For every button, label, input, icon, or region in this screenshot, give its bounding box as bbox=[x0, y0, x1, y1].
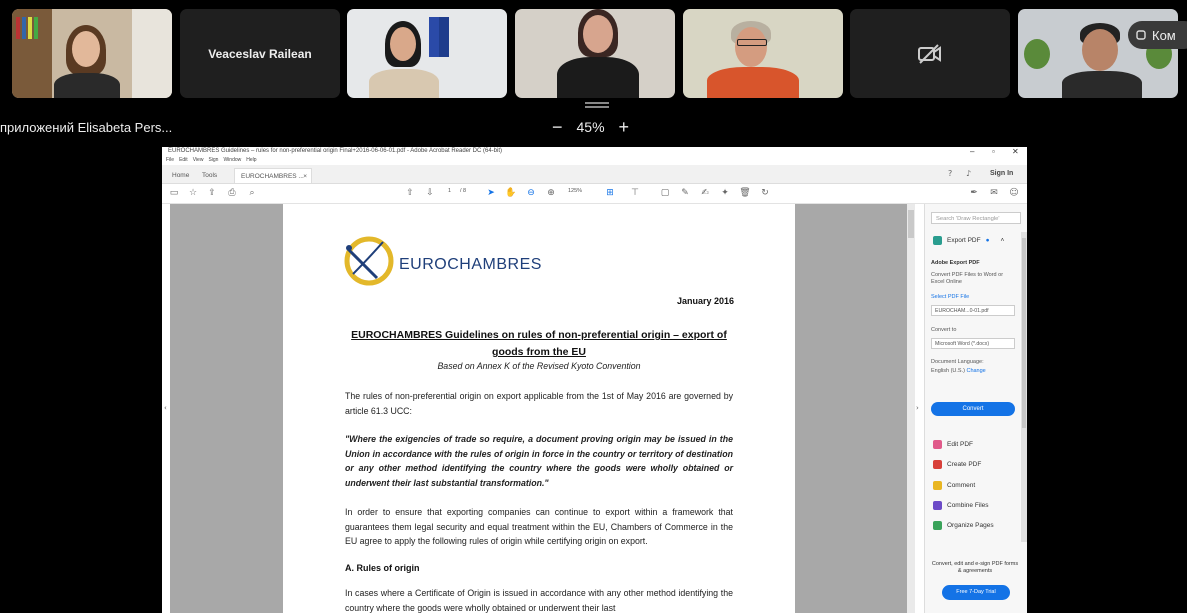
menu-bar bbox=[162, 156, 257, 164]
adobe-export-title: Adobe Export PDF bbox=[931, 260, 980, 266]
participant-name: Veaceslav Railean bbox=[208, 46, 312, 61]
tab-document-label: EUROCHAMBRES ... bbox=[241, 173, 304, 180]
document-date: January 2016 bbox=[676, 296, 734, 306]
export-pdf-icon bbox=[933, 236, 942, 245]
share-icon[interactable]: ☺ bbox=[1009, 188, 1019, 198]
overflow-label: Ком bbox=[1152, 27, 1176, 43]
participant-tile-4[interactable] bbox=[515, 9, 675, 98]
tool-label: Organize Pages bbox=[947, 522, 994, 529]
export-pdf-label: Export PDF bbox=[947, 237, 981, 244]
sign-in-button[interactable]: Sign In bbox=[990, 170, 1014, 177]
selected-file-field[interactable]: EUROCHAM...0-01.pdf bbox=[931, 305, 1015, 316]
select-file-link[interactable]: Select PDF File bbox=[931, 294, 970, 300]
section-heading: A. Rules of origin bbox=[345, 563, 420, 573]
tab-document[interactable] bbox=[234, 168, 312, 183]
bell-icon[interactable]: ♪ bbox=[966, 169, 972, 178]
doc-language-value bbox=[931, 368, 986, 374]
overflow-icon bbox=[1136, 30, 1146, 40]
scroll-mode-icon[interactable]: ⊤ bbox=[631, 188, 639, 198]
pdf-page bbox=[283, 204, 795, 613]
menu-edit[interactable]: Edit bbox=[179, 157, 188, 163]
delete-icon[interactable]: 🗑 bbox=[739, 188, 751, 198]
convert-target-select[interactable]: Microsoft Word (*.docx) bbox=[931, 338, 1015, 349]
tools-pane-scroll-thumb[interactable] bbox=[1022, 238, 1026, 428]
participant-tile-1[interactable] bbox=[12, 9, 172, 98]
resize-handle-2[interactable] bbox=[585, 106, 609, 108]
tool-label: Create PDF bbox=[947, 461, 982, 468]
close-window-button[interactable]: ✕ bbox=[1012, 147, 1019, 156]
paragraph-intro: The rules of non-preferential origin on export applicable from the 1st of May 2016 are governed by article 61.3 UCC: bbox=[345, 391, 733, 416]
menu-view[interactable]: View bbox=[192, 157, 204, 163]
promo-text: Convert, edit and e-sign PDF forms & agreements bbox=[931, 561, 1019, 574]
participant-tile-2[interactable] bbox=[180, 9, 340, 98]
mail-icon[interactable]: ✉ bbox=[990, 188, 998, 198]
edit-pdf-icon bbox=[933, 440, 942, 449]
paragraph-framework: In order to ensure that exporting companies can continue to export within a framework that guarantees them legal security and equal treatment within the EU, Chambers of Commerce in the EU agree to apply the following rules of origin while certifying origin on export. bbox=[345, 507, 733, 546]
fit-page-icon[interactable]: ⊞ bbox=[606, 188, 614, 198]
right-panel-toggle-icon[interactable]: › bbox=[916, 404, 919, 412]
print-icon[interactable]: ⎙ bbox=[228, 188, 236, 198]
menu-window[interactable]: Window bbox=[223, 157, 242, 163]
left-panel-toggle-icon[interactable]: ‹ bbox=[164, 404, 167, 412]
zoom-level-select[interactable]: 125% bbox=[568, 188, 583, 194]
resize-handle[interactable] bbox=[585, 102, 609, 104]
eurochambres-logo-icon bbox=[343, 234, 399, 288]
participant-tile-3[interactable] bbox=[347, 9, 507, 98]
tool-label: Edit PDF bbox=[947, 441, 974, 448]
info-icon: ● bbox=[985, 237, 990, 244]
paragraph-quote: "Where the exigencies of trade so require, a document proving origin may be issued in the Union in accordance with the rules of origin in force in the country or territory of destination or any other method identifying the country where the goods were wholly obtained or underwent their last substantial transformation." bbox=[345, 434, 733, 488]
change-language-link[interactable]: Change bbox=[966, 368, 986, 374]
tool-create-pdf[interactable] bbox=[933, 460, 981, 469]
menu-file[interactable]: File bbox=[166, 157, 175, 163]
zoom-out-icon[interactable]: ⊖ bbox=[527, 188, 535, 198]
participant-tile-6[interactable] bbox=[850, 9, 1010, 98]
tool-combine-files[interactable] bbox=[933, 501, 989, 510]
chevron-up-icon[interactable]: ˄ bbox=[1000, 237, 1005, 244]
tools-pane bbox=[924, 204, 1027, 613]
export-pdf-header[interactable] bbox=[933, 236, 1004, 245]
zoom-out-button[interactable]: − bbox=[552, 117, 563, 137]
camera-off-icon bbox=[917, 43, 943, 65]
rotate-icon[interactable]: ↻ bbox=[761, 188, 769, 198]
document-viewport[interactable] bbox=[164, 204, 919, 613]
toolbar bbox=[162, 184, 1027, 204]
document-subtitle: Based on Annex K of the Revised Kyoto Convention bbox=[437, 361, 641, 371]
logo-text: EUROCHAMBRES bbox=[399, 256, 542, 273]
page-total: / 8 bbox=[460, 188, 467, 194]
comment-tool-icon bbox=[933, 481, 942, 490]
tab-home[interactable]: Home bbox=[172, 172, 190, 179]
convert-button[interactable]: Convert bbox=[931, 402, 1015, 416]
tools-pane-scrollbar[interactable] bbox=[1021, 232, 1027, 542]
next-page-icon[interactable]: ⇩ bbox=[426, 188, 434, 198]
share-label: приложений Elisabeta Pers... bbox=[0, 120, 173, 135]
free-trial-button[interactable]: Free 7-Day Trial bbox=[942, 585, 1010, 600]
export-description: Convert PDF Files to Word or Excel Online bbox=[931, 272, 1004, 285]
create-pdf-icon bbox=[933, 460, 942, 469]
organize-pages-icon bbox=[933, 521, 942, 530]
tool-label: Comment bbox=[947, 482, 976, 489]
menu-help[interactable]: Help bbox=[246, 157, 257, 163]
zoom-in-button[interactable]: + bbox=[618, 117, 630, 137]
tab-bar bbox=[162, 165, 1027, 184]
acrobat-window bbox=[162, 147, 1027, 613]
zoom-value: 45% bbox=[576, 119, 605, 135]
fill-sign-icon[interactable]: ✒ bbox=[970, 188, 978, 198]
tool-label: Combine Files bbox=[947, 502, 989, 509]
document-scrollbar[interactable] bbox=[907, 204, 915, 613]
more-participants-button[interactable] bbox=[1128, 21, 1187, 49]
search-icon[interactable]: ⌕ bbox=[249, 188, 255, 198]
language-text: English (U.S.) bbox=[931, 368, 965, 374]
paragraph-rules: In cases where a Certificate of Origin is issued in accordance with any other method identifying the country where the goods were wholly obtained or underwent their last bbox=[345, 588, 733, 613]
page-number-input[interactable]: 1 bbox=[448, 188, 452, 194]
help-icon[interactable]: ? bbox=[948, 169, 953, 178]
title-line-2: goods from the EU bbox=[492, 346, 586, 358]
select-cursor-icon[interactable]: ➤ bbox=[487, 188, 495, 198]
stamp-icon[interactable]: ✦ bbox=[721, 188, 729, 198]
tool-comment[interactable] bbox=[933, 481, 975, 490]
save-icon[interactable]: ▭ bbox=[169, 188, 179, 198]
highlight-pen-icon[interactable]: ✎ bbox=[681, 188, 689, 198]
title-line-1: EUROCHAMBRES Guidelines on rules of non-preferential origin – export of bbox=[351, 329, 727, 341]
doc-language-label: Document Language: bbox=[931, 359, 984, 365]
minimize-button[interactable]: – bbox=[970, 147, 975, 156]
tools-search-input[interactable]: Search 'Draw Rectangle' bbox=[931, 212, 1021, 224]
prev-page-icon[interactable]: ⇧ bbox=[406, 188, 414, 198]
zoom-control bbox=[552, 118, 629, 136]
bookmark-star-icon[interactable]: ☆ bbox=[188, 188, 198, 198]
tool-edit-pdf[interactable] bbox=[933, 440, 973, 449]
document-title bbox=[343, 327, 735, 361]
tab-close-icon[interactable]: × bbox=[303, 173, 307, 180]
scrollbar-thumb[interactable] bbox=[908, 210, 914, 238]
hand-tool-icon[interactable]: ✋ bbox=[505, 188, 517, 198]
participant-tile-5[interactable] bbox=[683, 9, 843, 98]
convert-to-label: Convert to bbox=[931, 327, 957, 333]
tab-tools[interactable]: Tools bbox=[202, 172, 218, 179]
upload-icon[interactable]: ⇪ bbox=[208, 188, 216, 198]
draw-icon[interactable]: ✍ bbox=[701, 188, 709, 198]
combine-files-icon bbox=[933, 501, 942, 510]
menu-sign[interactable]: Sign bbox=[208, 157, 219, 163]
window-title: EUROCHAMBRES Guidelines – rules for non-preferential origin Final+2016-06-06-01.pdf - Adobe Acrobat Reader DC (64-bit) bbox=[168, 148, 502, 154]
tool-organize-pages[interactable] bbox=[933, 521, 994, 530]
zoom-in-icon[interactable]: ⊕ bbox=[547, 188, 555, 198]
maximize-button[interactable]: ▫ bbox=[992, 147, 995, 156]
comment-icon[interactable]: ▢ bbox=[660, 188, 670, 198]
